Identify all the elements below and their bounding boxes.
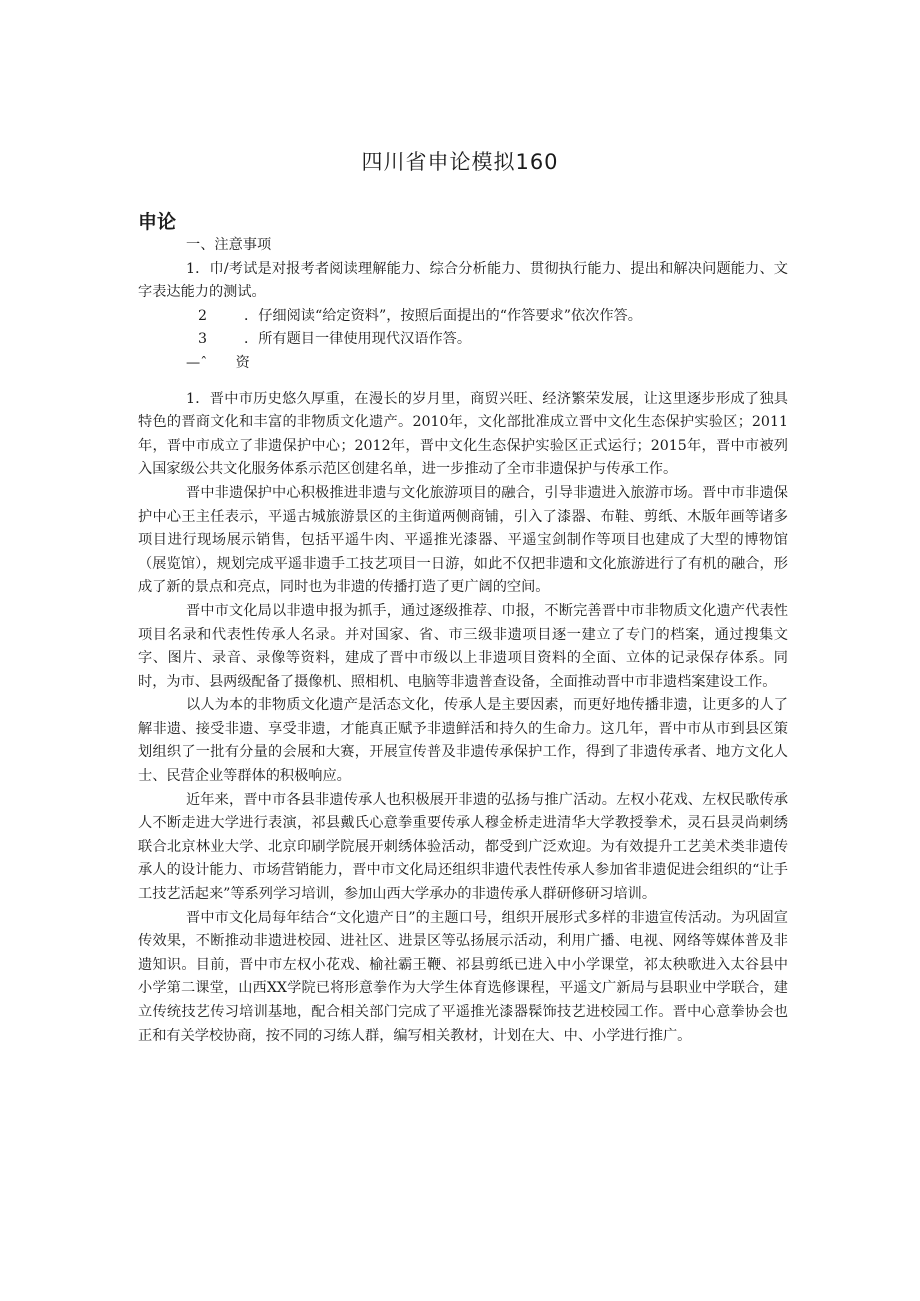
- section-heading: 申论: [138, 211, 177, 233]
- notice-item-2-number: 2: [198, 307, 208, 324]
- materials-heading: —ˆ 资: [186, 354, 250, 371]
- paragraph-1: 1．晋中市历史悠久厚重，在漫长的岁月里，商贸兴旺、经济繁荣发展，让这里逐步形成了独具特色的晋商文化和丰富的非物质文化遗产。2010年，文化部批准成立晋中文化生态保护实验区；2011年，晋中市成立了非遗保护中心；2012年，晋中文化生态保护实验区正式运行；2015年，晋中市被列入国家级公共文化服务体系示范区创建名单，进一步推动了全市非遗保护与传承工作。: [138, 390, 788, 478]
- notice-item-1: 1．巾/考试是对报考者阅读理解能力、综合分析能力、贯彻执行能力、提出和解决问题能力、文字表达能力的测试。: [138, 260, 788, 301]
- notice-item-2: [138, 305, 788, 329]
- document-body: [138, 234, 788, 1048]
- notice-item-2-text: ．仔细阅读“给定资料”，按照后面提出的“作答要求”依次作答。: [244, 307, 642, 324]
- paragraph-2: 晋中非遗保护中心积极推进非遗与文化旅游项目的融合，引导非遗进入旅游市场。晋中市非遗保护中心王主任表示，平遥古城旅游景区的主街道两侧商铺，引入了漆器、布鞋、剪纸、木版年画等诸多项目进行现场展示销售，包括平遥牛肉、平遥推光漆器、平遥宝剑制作等项目也建成了大型的博物馆（展览馆），规划完成平遥非遗手工技艺项目一日游，如此不仅把非遗和文化旅游进行了有机的融合，形成了新的景点和亮点，同时也为非遗的传播打造了更广阔的空间。: [138, 484, 788, 596]
- paragraph-6: 晋中市文化局每年结合“文化遗产日”的主题口号，组织开展形式多样的非遗宣传活动。为巩固宣传效果，不断推动非遗进校园、进社区、进景区等弘扬展示活动，利用广播、电视、网络等媒体普及非遗知识。目前，晋中市左权小花戏、榆社霸王鞭、祁县剪纸已进入中小学课堂，祁太秧歌进入太谷县中小学第二课堂，山西XX学院已将形意拳作为大学生体育选修课程，平遥文广新局与县职业中学联合，建立传统技艺传习培训基地，配合相关部门完成了平遥推光漆器髹饰技艺进校园工作。晋中心意拳协会也正和有关学校协商，按不同的习练人群，编写相关教材，计划在大、中、小学进行推广。: [138, 909, 788, 1044]
- document-title: 四川省申论模拟160: [361, 150, 559, 174]
- paragraph-4: 以人为本的非物质文化遗产是活态文化，传承人是主要因素，而更好地传播非遗，让更多的人了解非遗、接受非遗、享受非遗，才能真正赋予非遗鲜活和持久的生命力。这几年，晋中市从市到县区策划组织了一批有分量的会展和大赛，开展宣传普及非遗传承保护工作，得到了非遗传承者、地方文化人士、民营企业等群体的积极响应。: [138, 697, 788, 785]
- notice-heading: 一、注意事项: [186, 237, 272, 253]
- notice-item-3: [138, 328, 788, 352]
- spacer: [138, 376, 788, 388]
- paragraph-3: 晋中市文化局以非遗申报为抓手，通过逐级推荐、巾报，不断完善晋中市非物质文化遗产代表性项目名录和代表性传承人名录。并对国家、省、市三级非遗项目逐一建立了专门的档案，通过搜集文字、图片、录音、录像等资料，建成了晋中市级以上非遗项目资料的全面、立体的记录保存体系。同时，为市、县两级配备了摄像机、照相机、电脑等非遗普查设备，全面推动晋中市非遗档案建设工作。: [138, 602, 788, 690]
- notice-item-3-number: 3: [198, 331, 208, 348]
- paragraph-5: 近年来，晋中市各县非遗传承人也积极展开非遗的弘扬与推广活动。左权小花戏、左权民歌传承人不断走进大学进行表演，祁县戴氏心意拳重要传承人穆金桥走进清华大学教授拳术，灵石县灵尚刺绣联合北京林业大学、北京印刷学院展开刺绣体验活动，都受到广泛欢迎。为有效提升工艺美术类非遗传承人的设计能力、市场营销能力，晋中市文化局还组织非遗代表性传承人参加省非遗促进会组织的“让手工技艺活起来”等系列学习培训，参加山西大学承办的非遗传承人群研修研习培训。: [138, 791, 788, 903]
- notice-item-3-text: ．所有题目一律使用现代汉语作答。: [244, 331, 472, 348]
